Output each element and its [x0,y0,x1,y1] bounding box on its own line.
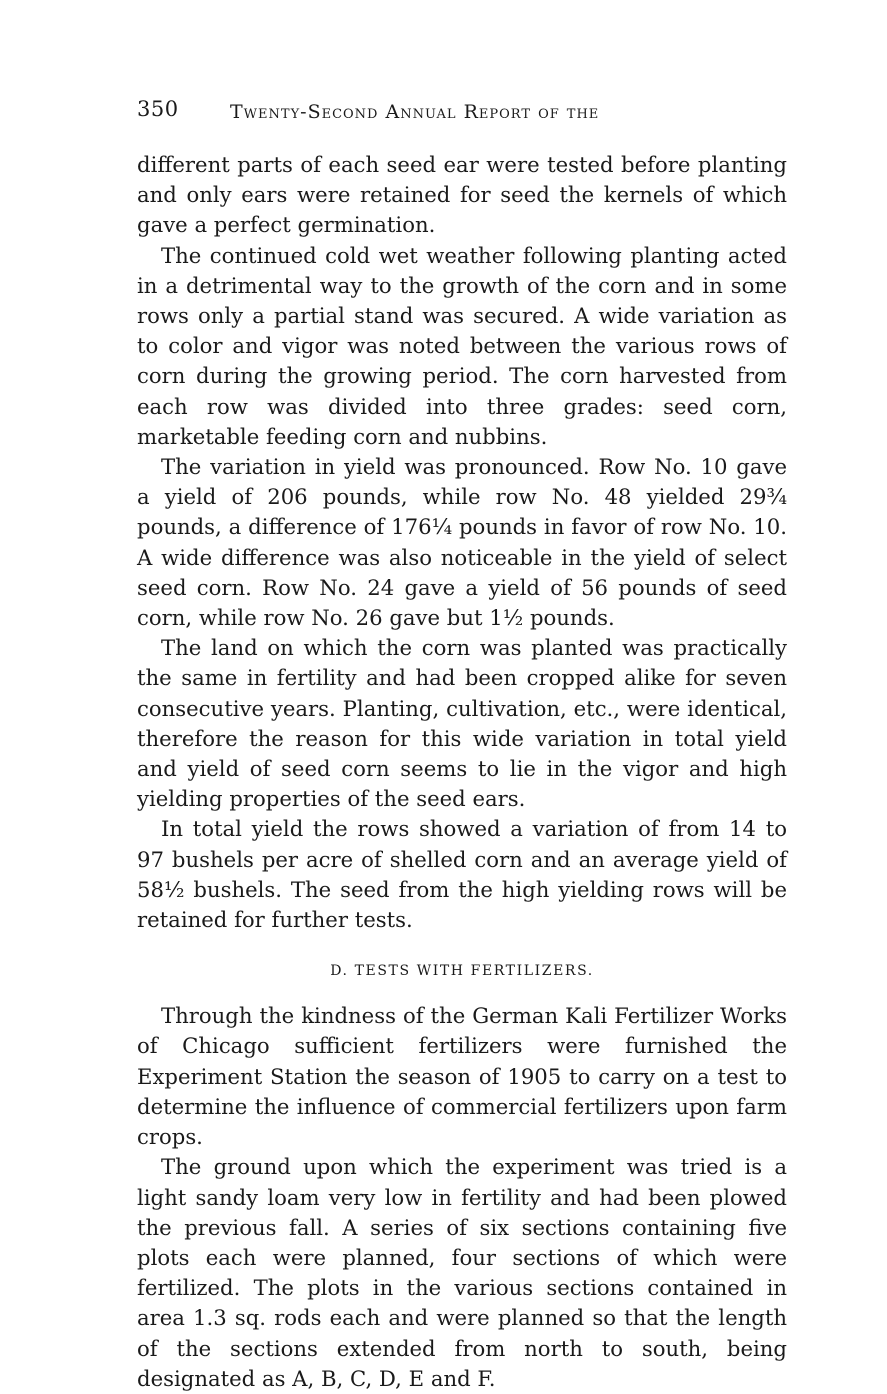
paragraph-total-yield: In total yield the rows showed a variation of from 14 to 97 bushels per acre of shelled corn and an average yield of 58½ bushels. The seed from the high yielding rows will be retained for further tests. [137,816,787,933]
paragraph-ground: The ground upon which the experiment was tried is a light sandy loam very low in fertility and had been plowed the previous fall. A series of six sections containing five plots each were planned, four sections of which were fertilized. The plots in the various sections contained in area 1.3 sq. rods each and were planned so that the length of the sections extended from north to south, being designated as A, B, C, D, E and F. [137,1154,787,1391]
running-head: Twenty-Second Annual Report of the [230,101,600,123]
body-text [137,150,787,1394]
paragraph-continued: different parts of each seed ear were tested before planting and only ears were retained for seed the kernels of which gave a perfect germination. [137,152,787,238]
page-number: 350 [137,97,179,121]
section-heading: D. TESTS WITH FERTILIZERS. [330,963,594,980]
paragraph-yield-variation: The variation in yield was pronounced. Row No. 10 gave a yield of 206 pounds, while row No. 48 yielded 29¾ pounds, a difference of 176¼ pounds in favor of row No. 10. A wide difference was also noticeable in the yield of select seed corn. Row No. 24 gave a yield of 56 pounds of seed corn, while row No. 26 gave but 1½ pounds. [137,454,787,631]
paragraph-land: The land on which the corn was planted was practically the same in fertility and had been cropped alike for seven consecutive years. Planting, cultivation, etc., were identical, therefore the reason for this wide variation in total yield and yield of seed corn seems to lie in the vigor and high yielding properties of the seed ears. [137,635,787,812]
paragraph-fertilizer-works: Through the kindness of the German Kali Fertilizer Works of Chicago sufficient fertilizers were furnished the Experiment Station the season of 1905 to carry on a test to determine the influence of commercial fertilizers upon farm crops. [137,1003,787,1150]
paragraph-weather: The continued cold wet weather following planting acted in a detrimental way to the growth of the corn and in some rows only a partial stand was secured. A wide variation as to color and vigor was noted between the various rows of corn during the growing period. The corn harvested from each row was divided into three grades: seed corn, marketable feeding corn and nubbins. [137,242,787,449]
page-header [137,97,787,131]
